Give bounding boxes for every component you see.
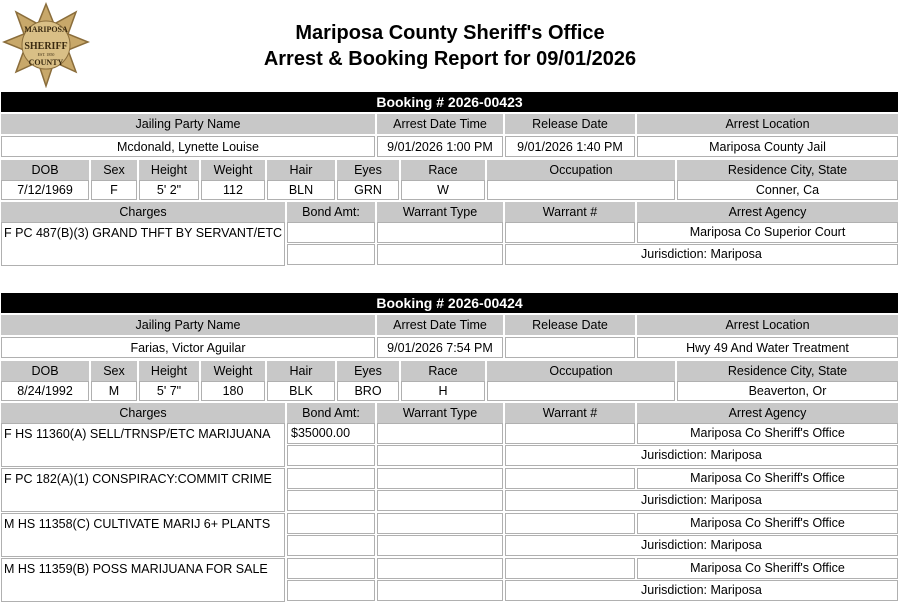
eyes-value: GRN	[337, 180, 399, 200]
bond-empty-cell	[287, 580, 375, 601]
charges-header: Charges	[1, 401, 285, 423]
arrest-agency: Mariposa Co Sheriff's Office	[637, 513, 898, 534]
bond-amount	[287, 558, 375, 579]
bond-amount: $35000.00	[287, 423, 375, 444]
race-value: H	[401, 381, 485, 401]
race-header: Race	[401, 158, 485, 180]
badge-text-bottom: COUNTY	[28, 58, 64, 67]
booking-block	[0, 293, 898, 603]
weight-value: 180	[201, 381, 265, 401]
weight-header: Weight	[201, 359, 265, 381]
bond-header: Bond Amt:	[287, 401, 375, 423]
warrant-type-empty-cell	[377, 244, 503, 265]
report-header	[0, 0, 900, 88]
arrest-location: Mariposa County Jail	[637, 136, 898, 157]
arrest-datetime-header: Arrest Date Time	[377, 313, 503, 335]
dob-header: DOB	[1, 359, 89, 381]
bond-header: Bond Amt:	[287, 200, 375, 222]
weight-value: 112	[201, 180, 265, 200]
arrest-datetime-header: Arrest Date Time	[377, 112, 503, 134]
occupation-header: Occupation	[487, 158, 675, 180]
residence-header: Residence City, State	[677, 359, 898, 381]
race-value: W	[401, 180, 485, 200]
charge-row	[0, 423, 898, 468]
sex-value: F	[91, 180, 137, 200]
dob-header: DOB	[1, 158, 89, 180]
report-title	[0, 20, 900, 72]
release-date: 9/01/2026 1:40 PM	[505, 136, 635, 157]
warrant-type	[377, 468, 503, 489]
arrest-datetime: 9/01/2026 1:00 PM	[377, 136, 503, 157]
warrant-type-empty-cell	[377, 580, 503, 601]
warrant-number	[505, 513, 635, 534]
warrant-type-empty-cell	[377, 535, 503, 556]
booking-number-bar: Booking # 2026-00424	[1, 293, 898, 313]
dob-value: 8/24/1992	[1, 381, 89, 401]
charge-row	[0, 558, 898, 603]
arrest-agency: Mariposa Co Sheriff's Office	[637, 468, 898, 489]
jailing-party-header: Jailing Party Name	[1, 112, 375, 134]
title-line-1: Mariposa County Sheriff's Office	[295, 22, 605, 44]
warrant-type-empty-cell	[377, 445, 503, 466]
jailing-party-header: Jailing Party Name	[1, 313, 375, 335]
arrest-agency: Mariposa Co Superior Court	[637, 222, 898, 243]
warrant-number	[505, 468, 635, 489]
residence-header: Residence City, State	[677, 158, 898, 180]
bond-amount	[287, 513, 375, 534]
warrant-type-empty-cell	[377, 490, 503, 511]
jailing-party-name: Farias, Victor Aguilar	[1, 337, 375, 358]
warrant-type-header: Warrant Type	[377, 200, 503, 222]
arrest-agency-header: Arrest Agency	[637, 200, 898, 222]
hair-header: Hair	[267, 359, 335, 381]
occupation-value	[487, 180, 675, 200]
warrant-type	[377, 558, 503, 579]
eyes-header: Eyes	[337, 158, 399, 180]
arrest-datetime: 9/01/2026 7:54 PM	[377, 337, 503, 358]
arrest-location: Hwy 49 And Water Treatment	[637, 337, 898, 358]
arrest-location-header: Arrest Location	[637, 112, 898, 134]
charge-description: F PC 182(A)(1) CONSPIRACY:COMMIT CRIME	[1, 468, 285, 512]
occupation-value	[487, 381, 675, 401]
jurisdiction: Jurisdiction: Mariposa	[505, 244, 898, 265]
warrant-number-header: Warrant #	[505, 401, 635, 423]
bond-empty-cell	[287, 244, 375, 265]
sex-header: Sex	[91, 158, 137, 180]
sex-value: M	[91, 381, 137, 401]
release-date-header: Release Date	[505, 112, 635, 134]
charge-row	[0, 513, 898, 558]
arrest-location-header: Arrest Location	[637, 313, 898, 335]
title-line-2: Arrest & Booking Report for 09/01/2026	[263, 48, 637, 70]
race-header: Race	[401, 359, 485, 381]
badge-text-middle: SHERIFF	[24, 41, 68, 52]
height-value: 5' 2"	[139, 180, 199, 200]
hair-header: Hair	[267, 158, 335, 180]
residence-value: Beaverton, Or	[677, 381, 898, 401]
warrant-number-header: Warrant #	[505, 200, 635, 222]
badge-text-top: MARIPOSA	[24, 25, 68, 34]
jurisdiction: Jurisdiction: Mariposa	[505, 490, 898, 511]
jurisdiction: Jurisdiction: Mariposa	[505, 445, 898, 466]
charge-row	[0, 222, 898, 267]
dob-value: 7/12/1969	[1, 180, 89, 200]
eyes-header: Eyes	[337, 359, 399, 381]
warrant-number	[505, 222, 635, 243]
bond-empty-cell	[287, 535, 375, 556]
charge-description: F PC 487(B)(3) GRAND THFT BY SERVANT/ETC	[1, 222, 285, 266]
arrest-agency: Mariposa Co Sheriff's Office	[637, 558, 898, 579]
bond-empty-cell	[287, 445, 375, 466]
hair-value: BLN	[267, 180, 335, 200]
charge-row	[0, 468, 898, 513]
residence-value: Conner, Ca	[677, 180, 898, 200]
height-value: 5' 7"	[139, 381, 199, 401]
bond-empty-cell	[287, 490, 375, 511]
jailing-party-name: Mcdonald, Lynette Louise	[1, 136, 375, 157]
warrant-type	[377, 423, 503, 444]
bond-amount	[287, 222, 375, 243]
release-date-header: Release Date	[505, 313, 635, 335]
warrant-type	[377, 513, 503, 534]
hair-value: BLK	[267, 381, 335, 401]
height-header: Height	[139, 158, 199, 180]
jurisdiction: Jurisdiction: Mariposa	[505, 535, 898, 556]
warrant-type	[377, 222, 503, 243]
charge-description: F HS 11360(A) SELL/TRNSP/ETC MARIJUANA	[1, 423, 285, 467]
arrest-agency: Mariposa Co Sheriff's Office	[637, 423, 898, 444]
charge-description: M HS 11359(B) POSS MARIJUANA FOR SALE	[1, 558, 285, 602]
occupation-header: Occupation	[487, 359, 675, 381]
weight-header: Weight	[201, 158, 265, 180]
warrant-number	[505, 558, 635, 579]
sex-header: Sex	[91, 359, 137, 381]
badge-text-small: EST. 1850	[37, 52, 55, 57]
warrant-number	[505, 423, 635, 444]
booking-number-bar: Booking # 2026-00423	[1, 92, 898, 112]
height-header: Height	[139, 359, 199, 381]
warrant-type-header: Warrant Type	[377, 401, 503, 423]
release-date	[505, 337, 635, 358]
bond-amount	[287, 468, 375, 489]
eyes-value: BRO	[337, 381, 399, 401]
charges-header: Charges	[1, 200, 285, 222]
charge-description: M HS 11358(C) CULTIVATE MARIJ 6+ PLANTS	[1, 513, 285, 557]
jurisdiction: Jurisdiction: Mariposa	[505, 580, 898, 601]
booking-block	[0, 92, 898, 267]
arrest-agency-header: Arrest Agency	[637, 401, 898, 423]
